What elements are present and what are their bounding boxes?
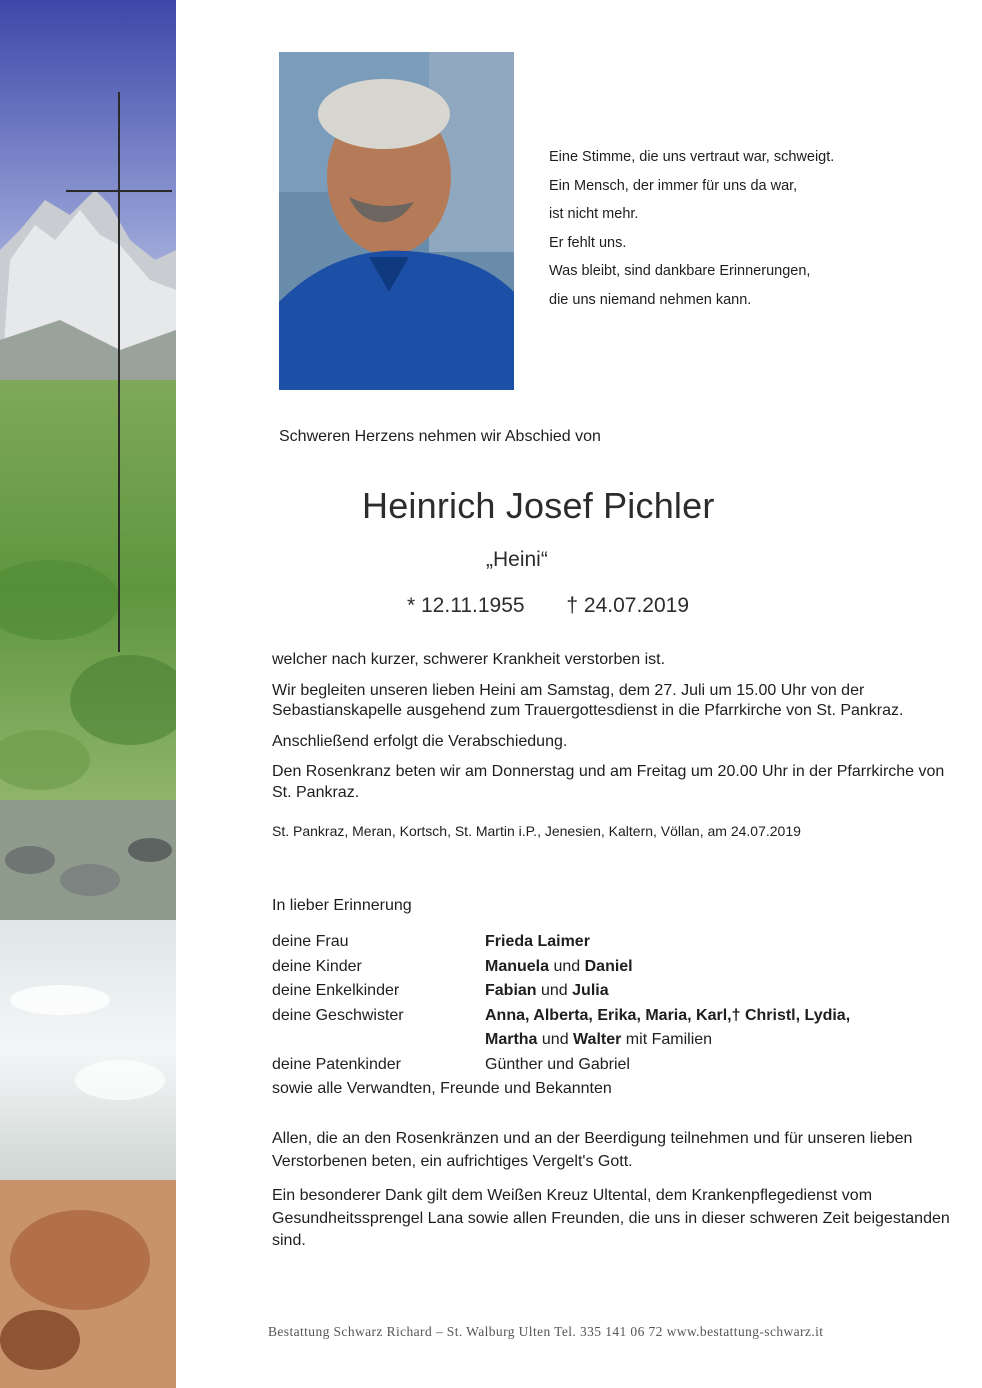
landscape-strip-image bbox=[0, 0, 176, 1388]
relative-row bbox=[272, 1077, 952, 1102]
relative-label: deine Geschwister bbox=[272, 1006, 404, 1024]
place-date: St. Pankraz, Meran, Kortsch, St. Martin i.P., Jenesien, Kaltern, Völlan, am 24.07.2019 bbox=[272, 823, 801, 839]
conjunction: und bbox=[536, 982, 573, 999]
relative-row bbox=[272, 955, 952, 980]
body-paragraph: Anschließend erfolgt die Verabschiedung. bbox=[272, 732, 568, 750]
body-paragraph: welcher nach kurzer, schwerer Krankheit verstorben ist. bbox=[272, 651, 666, 668]
death-date: † 24.07.2019 bbox=[566, 594, 690, 617]
poem-line: Ein Mensch, der immer für uns da war, bbox=[549, 177, 798, 194]
relative-row bbox=[272, 1053, 952, 1078]
poem bbox=[549, 143, 834, 315]
conjunction: und bbox=[549, 957, 585, 975]
thanks-section bbox=[272, 1128, 952, 1265]
relative-name: Anna, Alberta, Erika, Maria, Karl,† Christl, Lydia, bbox=[485, 1006, 851, 1024]
thanks-paragraph: Allen, die an den Rosenkränzen und an der Beerdigung teilnehmen und für unseren lieben Verstorbenen beten, ein aufrichtiges Vergelt's Gott. bbox=[272, 1130, 913, 1170]
intro-text: Schweren Herzens nehmen wir Abschied von bbox=[279, 428, 601, 445]
poem-line: Was bleibt, sind dankbare Erinnerungen, bbox=[549, 263, 811, 280]
relative-name: Frieda Laimer bbox=[485, 933, 590, 950]
relative-name: Walter bbox=[573, 1031, 622, 1048]
body-paragraph: Den Rosenkranz beten wir am Donnerstag und am Freitag um 20.00 Uhr in der Pfarrkirche von St. Pankraz. bbox=[272, 763, 945, 801]
birth-date: * 12.11.1955 bbox=[407, 594, 525, 617]
relative-name: Julia bbox=[572, 982, 609, 999]
relative-row bbox=[272, 979, 952, 1004]
relative-name: Manuela bbox=[485, 957, 550, 975]
poem-line: die uns niemand nehmen kann. bbox=[549, 291, 752, 308]
relative-label: deine Kinder bbox=[272, 957, 362, 975]
announcement-body bbox=[272, 650, 952, 852]
relative-name: Daniel bbox=[584, 957, 633, 975]
portrait-photo bbox=[279, 52, 514, 390]
thanks-paragraph: Ein besonderer Dank gilt dem Weißen Kreuz Ultental, dem Krankenpflegedienst vom Gesundheitssprengel Lana sowie allen Freunden, die uns in dieser schweren Zeit beigestanden sind. bbox=[272, 1187, 950, 1249]
poem-line: ist nicht mehr. bbox=[549, 206, 639, 223]
relative-label: deine Patenkinder bbox=[272, 1055, 401, 1073]
poem-line: Eine Stimme, die uns vertraut war, schweigt. bbox=[549, 149, 835, 165]
memory-heading: In lieber Erinnerung bbox=[272, 897, 412, 914]
relative-name: Martha bbox=[485, 1031, 538, 1048]
others-line: sowie alle Verwandten, Freunde und Bekannten bbox=[272, 1080, 612, 1097]
relative-name: Günther und Gabriel bbox=[485, 1055, 630, 1073]
nickname: „Heini“ bbox=[486, 548, 548, 571]
footer-undertaker: Bestattung Schwarz Richard – St. Walburg Ulten Tel. 335 141 06 72 www.bestattung-schwarz.it bbox=[268, 1324, 824, 1339]
body-paragraph: Wir begleiten unseren lieben Heini am Samstag, dem 27. Juli um 15.00 Uhr von der Sebastianskapelle ausgehend zum Trauergottesdienst in die Pfarrkirche von St. Pankraz. bbox=[272, 681, 904, 719]
deceased-name: Heinrich Josef Pichler bbox=[362, 485, 715, 526]
poem-line: Er fehlt uns. bbox=[549, 234, 627, 251]
relative-label: deine Frau bbox=[272, 933, 349, 950]
relatives-list bbox=[272, 930, 952, 1102]
relative-name: Fabian bbox=[485, 982, 537, 999]
relative-label: deine Enkelkinder bbox=[272, 982, 400, 999]
suffix: mit Familien bbox=[621, 1031, 713, 1048]
conjunction: und bbox=[537, 1031, 574, 1048]
relative-row bbox=[272, 930, 952, 955]
relative-row bbox=[272, 1004, 952, 1053]
life-dates bbox=[407, 594, 689, 618]
